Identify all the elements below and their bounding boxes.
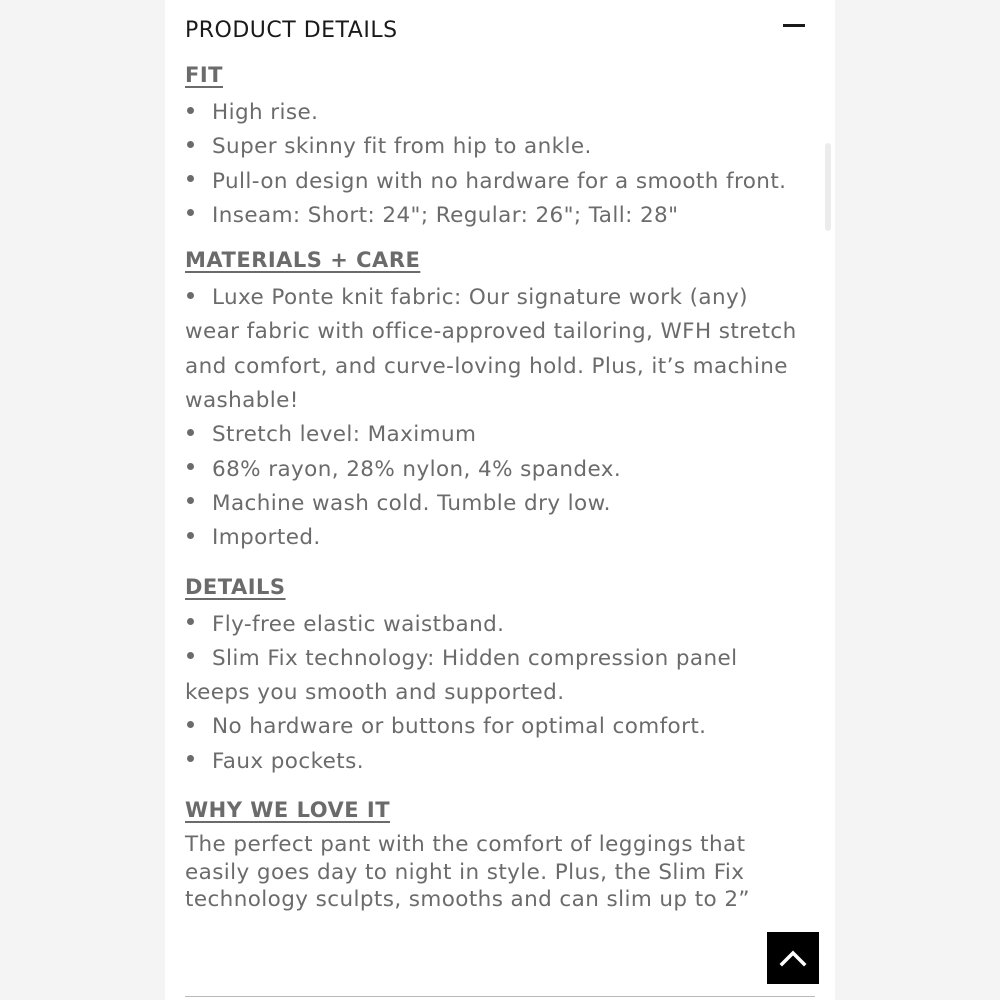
section-details [185, 570, 805, 779]
details-list [185, 608, 805, 779]
list-item: Stretch level: Maximum [185, 418, 805, 452]
section-heading-materials-care: MATERIALS + CARE [185, 248, 421, 273]
bullet-dot [187, 107, 194, 114]
bullet-dot [187, 721, 194, 728]
bullet-dot [187, 175, 194, 182]
list-item: Super skinny fit from hip to ankle. [185, 130, 805, 164]
scrollbar[interactable] [825, 143, 831, 231]
list-item: High rise. [185, 96, 805, 130]
bullet-dot [187, 755, 194, 762]
bullet-dot [187, 463, 194, 470]
bullet-dot [187, 292, 194, 299]
list-item: Inseam: Short: 24"; Regular: 26"; Tall: 28" [185, 199, 805, 233]
list-item: 68% rayon, 28% nylon, 4% spandex. [185, 453, 805, 487]
section-heading-details: DETAILS [185, 574, 286, 599]
bullet-dot [187, 532, 194, 539]
product-details-panel [165, 0, 835, 1000]
section-fit [185, 58, 805, 233]
list-item: Pull-on design with no hardware for a smooth front. [185, 165, 805, 199]
list-item: Luxe Ponte knit fabric: Our signature work (any) wear fabric with office-approved tailoring, WFH stretch and comfort, and curve-loving hold. Plus, it’s machine washable! [185, 285, 797, 414]
bottom-divider [185, 996, 815, 997]
bullet-dot [187, 209, 194, 216]
accordion-content [185, 58, 805, 928]
section-why-we-love-it [185, 793, 805, 914]
back-to-top-button[interactable] [767, 932, 819, 984]
section-heading-fit: FIT [185, 63, 223, 87]
section-heading-why-we-love-it: WHY WE LOVE IT [185, 798, 391, 823]
materials-list [185, 281, 805, 555]
list-item: Faux pockets. [185, 745, 805, 779]
list-item: No hardware or buttons for optimal comfort. [185, 710, 805, 744]
bullet-dot [187, 618, 194, 625]
list-item: Imported. [185, 521, 805, 555]
fit-list [185, 96, 805, 233]
list-item: Machine wash cold. Tumble dry low. [185, 487, 805, 521]
chevron-up-icon [779, 949, 807, 967]
bullet-dot [187, 652, 194, 659]
bullet-dot [187, 497, 194, 504]
minus-icon[interactable] [783, 24, 805, 27]
bullet-dot [187, 429, 194, 436]
bullet-dot [187, 141, 194, 148]
list-item: Fly-free elastic waistband. [185, 608, 805, 642]
list-item: Slim Fix technology: Hidden compression panel keeps you smooth and supported. [185, 645, 738, 706]
why-we-love-it-text: The perfect pant with the comfort of leggings that easily goes day to night in style. Plus, the Slim Fix technology sculpts, smooths and can slim up to 2” [185, 832, 750, 913]
accordion-header[interactable] [185, 16, 805, 46]
section-materials-care [185, 243, 805, 555]
accordion-title: PRODUCT DETAILS [185, 18, 398, 43]
